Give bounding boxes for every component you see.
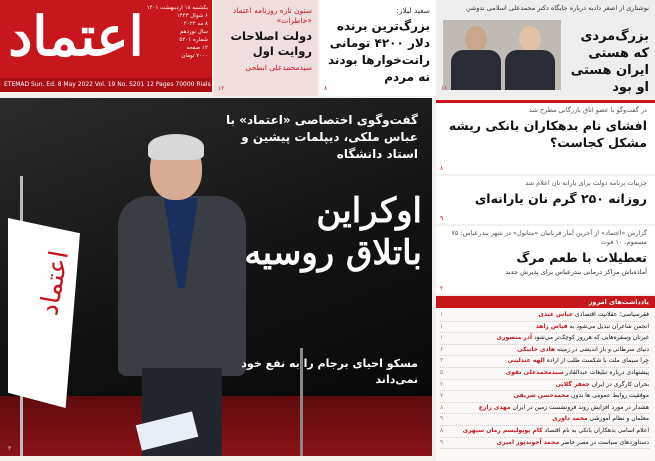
teaser-memoir-column[interactable] xyxy=(214,0,318,96)
masthead xyxy=(0,0,212,92)
flag-logo: اعتماد xyxy=(34,248,75,318)
story-kicker: گزارش «اعتماد» از آخرین آمار قربانیان «متانول» در شهر بندرعباس: ۷۵ مسموم، ۱۰ فوت xyxy=(451,229,647,246)
story-title: تعطیلات با طعم مرگ xyxy=(516,250,647,265)
story-kicker: جزییات برنامه دولت برای یارانه نان اعلام شد xyxy=(525,179,647,187)
teaser-kicker: نوشتاری از اصغر دادبه درباره جایگاه دکتر محمدعلی اسلامی ندوشن xyxy=(465,4,649,12)
page-number: ۱۱ xyxy=(441,85,448,92)
page-number: ۸ xyxy=(324,85,328,92)
issue-hijri-date: ۶ شوال ۱۴۴۳ xyxy=(176,13,208,19)
teaser-eslami-nodooshan[interactable] xyxy=(437,0,655,96)
person-figure xyxy=(505,26,555,90)
teaser-title: دولت اصلاحات روایت اول xyxy=(230,29,312,58)
issue-year: سال نوزدهم xyxy=(179,29,208,35)
note-item[interactable]: غیرنان وسفره‌هایی که هرروز کوچک‌تر می‌شود آذر منصوری ۱ xyxy=(440,333,649,345)
issue-details xyxy=(146,4,208,60)
story-title: افشای نام بدهکاران بانکی ریشه مشکل کجاست؟ xyxy=(448,118,647,150)
teaser-kicker: سعید لیلاز: xyxy=(396,6,430,15)
notes-header: یادداشت‌های امروز xyxy=(436,296,655,308)
teaser-kicker: ستون تازه روزنامه اعتماد «خاطرات» xyxy=(232,6,312,25)
main-story-kicker: گفت‌وگوی اختصاصی «اعتماد» با عباس ملکی، دیپلمات پیشین و استاد دانشگاه xyxy=(226,113,418,161)
issue-date: یکشنبه ۱۸ اردیبهشت ۱۴۰۱ xyxy=(146,5,208,11)
page-number: ۸ xyxy=(440,165,444,172)
notes-index xyxy=(436,296,655,461)
teaser-photo xyxy=(443,20,561,90)
main-photo-subject xyxy=(118,138,246,456)
note-item[interactable]: معلمان و نظام آموزشی محمد داوری ۹ xyxy=(440,414,649,426)
story-title: روزانه ۲۵۰ گرم نان یارانه‌ای xyxy=(474,191,647,206)
teaser-title: بزرگ‌ترین برنده دلار ۴۲۰۰ تومانی رانت‌خوارها بودند نه مردم xyxy=(327,19,430,84)
page-number: ۹ xyxy=(440,215,444,222)
main-story[interactable] xyxy=(0,98,432,456)
story-subtitle: آماده‌باش مراکز درمانی بندرعباس برای پذیرش جدید xyxy=(505,268,647,276)
story-bank-debtors[interactable] xyxy=(436,100,655,174)
teaser-dollar-rent[interactable] xyxy=(320,0,436,96)
issue-pages: ۱۲ صفحه xyxy=(186,45,208,51)
masthead-latin-line: ETEMAD Sun. Ed. 8 May 2022 Vol. 19 No. 5201 12 Pages 70000 Rials xyxy=(0,78,212,92)
issue-gregorian-date: ۸ مه ۲۰۲۲ xyxy=(183,21,208,27)
page-number: ۱۲ xyxy=(218,85,225,92)
note-item[interactable]: پیشنهادی درباره تبلیغات عبدالقادر سیدمحمدعلی تقوی ۵ xyxy=(440,368,649,380)
issue-number: شماره ۵۲۰۱ xyxy=(179,37,208,43)
note-item[interactable]: موفقیت روابط عمومی ها بدون محمدحسن شریفی ۷ xyxy=(440,391,649,403)
teaser-title: بزرگ‌مردی که هستی ایران هستی او بود xyxy=(570,29,649,95)
main-subheadline: مسکو احیای برجام را به نفع خود نمی‌داند xyxy=(241,357,418,386)
story-kicker: در گفت‌وگو با عضو اتاق بازرگانی مطرح شد xyxy=(529,106,647,114)
main-headline: اوکراین باتلاق روسیه xyxy=(244,191,422,273)
note-item[interactable]: چرا سیمای ملت با شکست طلب از اراده الهه عندلیبی ۴ xyxy=(440,356,649,368)
newspaper-logo: اعتماد xyxy=(8,4,144,68)
note-item[interactable]: اعلام اسامی بدهکاران بانکی به نام اقتصاد کام پوپولیسم زمان سپهری ۸ xyxy=(440,426,649,438)
note-item[interactable]: دنیای سرطانی و باز اندیشی در زمینه هادی خانیکی ۶ xyxy=(440,345,649,357)
note-item[interactable]: هشدار در مورد افزایش روند فرونشست زمین در ایران مهدی زارع ۸ xyxy=(440,403,649,415)
note-item[interactable]: فقرسیاسی؛ عقلانیت اقتصادی عباس عبدی ۱ xyxy=(440,310,649,322)
notes-list xyxy=(436,308,655,449)
person-figure xyxy=(451,26,501,90)
note-item[interactable]: انجمن شاعران تبدیل می‌شود به فیاض زاهد ۱ xyxy=(440,322,649,334)
story-bread-subsidy[interactable] xyxy=(436,176,655,224)
page-number: ۲ xyxy=(440,285,444,292)
teaser-author: سیدمحمدعلی ابطحی xyxy=(245,63,312,72)
issue-price: ۷۰۰۰ تومان xyxy=(181,53,208,59)
story-methanol-deaths[interactable] xyxy=(436,226,655,294)
note-item[interactable]: بحران کارگری در ایران جعفر گلابی ۲ xyxy=(440,380,649,392)
note-item[interactable]: دستاوردهای سیاست در مصر حاضر محمد آخوندپور امیری ۹ xyxy=(440,438,649,450)
page-number: ۳ xyxy=(8,445,12,452)
